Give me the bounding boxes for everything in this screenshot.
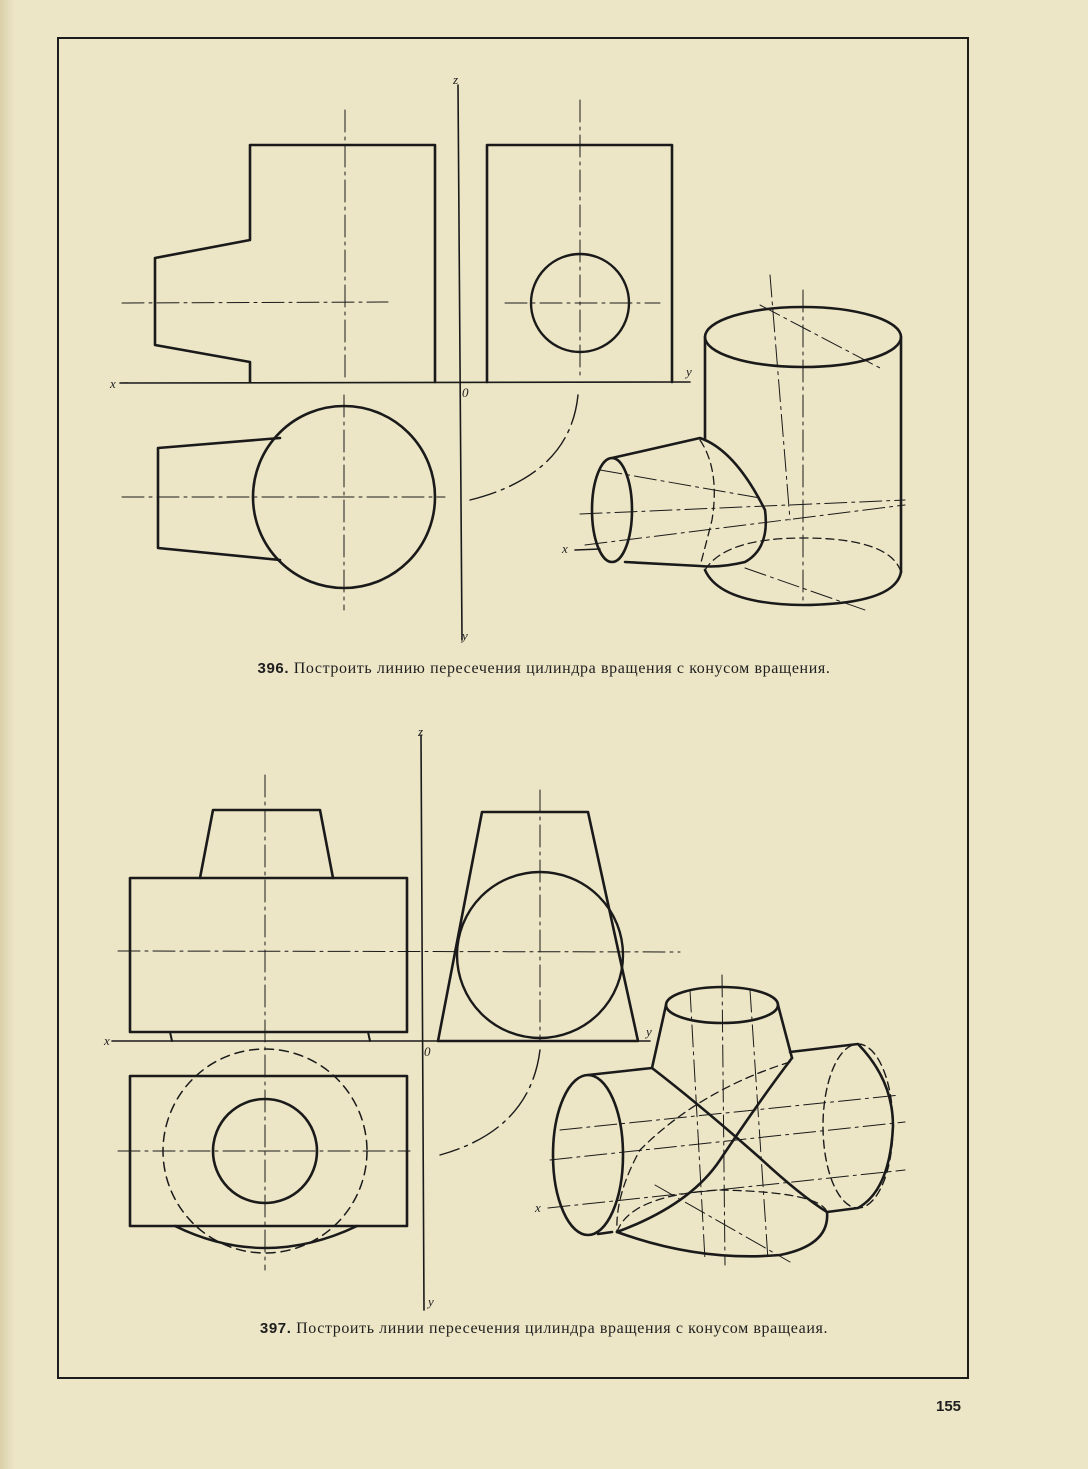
fig397-label-z: z <box>418 724 424 739</box>
fig396-label-x: x <box>110 376 116 391</box>
fig396-z-axis <box>458 85 462 640</box>
page-number: 155 <box>936 1398 962 1415</box>
fig397-label-origin: 0 <box>424 1044 431 1059</box>
fig397-z-axis <box>421 735 424 1310</box>
figure-397-caption <box>0 1320 1088 1338</box>
figure-397-drawing <box>112 735 905 1310</box>
fig397-iso-cyl-left-end <box>553 1075 623 1235</box>
figure-396-caption <box>0 660 1088 678</box>
figure-396-text: Построить линию пересечения цилиндра вращения с конусом вращения. <box>293 660 831 677</box>
fig397-front-cylinder <box>130 878 407 1032</box>
figure-397-number: 397. <box>259 1320 292 1337</box>
fig396-label-x-iso: x <box>562 541 568 556</box>
fig396-label-origin: 0 <box>462 385 469 400</box>
figure-396-number: 396. <box>257 660 290 677</box>
fig396-iso-cone-end <box>592 458 632 562</box>
fig396-x-axis <box>120 382 690 383</box>
figure-397-text: Построить линии пересечения цилиндра вращения с конусом вращеаия. <box>296 1320 829 1337</box>
fig397-label-y: y <box>646 1024 652 1039</box>
fig396-front-view <box>155 145 435 382</box>
fig396-label-y-bottom: y <box>462 628 468 643</box>
fig396-label-y: y <box>686 364 692 379</box>
fig396-front-centerline-h <box>122 302 388 303</box>
fig396-iso-cone-body <box>612 438 766 567</box>
fig397-side-cone <box>438 812 638 1041</box>
fig397-label-y-bottom: y <box>428 1294 434 1309</box>
fig397-intersection-2 <box>617 1058 792 1232</box>
figure-396-drawing <box>120 85 905 640</box>
fig397-constant-arc <box>440 1050 540 1155</box>
fig397-label-x-iso: x <box>535 1200 541 1215</box>
fig397-label-x: x <box>104 1033 110 1048</box>
fig396-constant-arc <box>470 395 578 500</box>
fig396-label-z: z <box>453 72 459 87</box>
fig397-front-cone <box>200 810 333 878</box>
